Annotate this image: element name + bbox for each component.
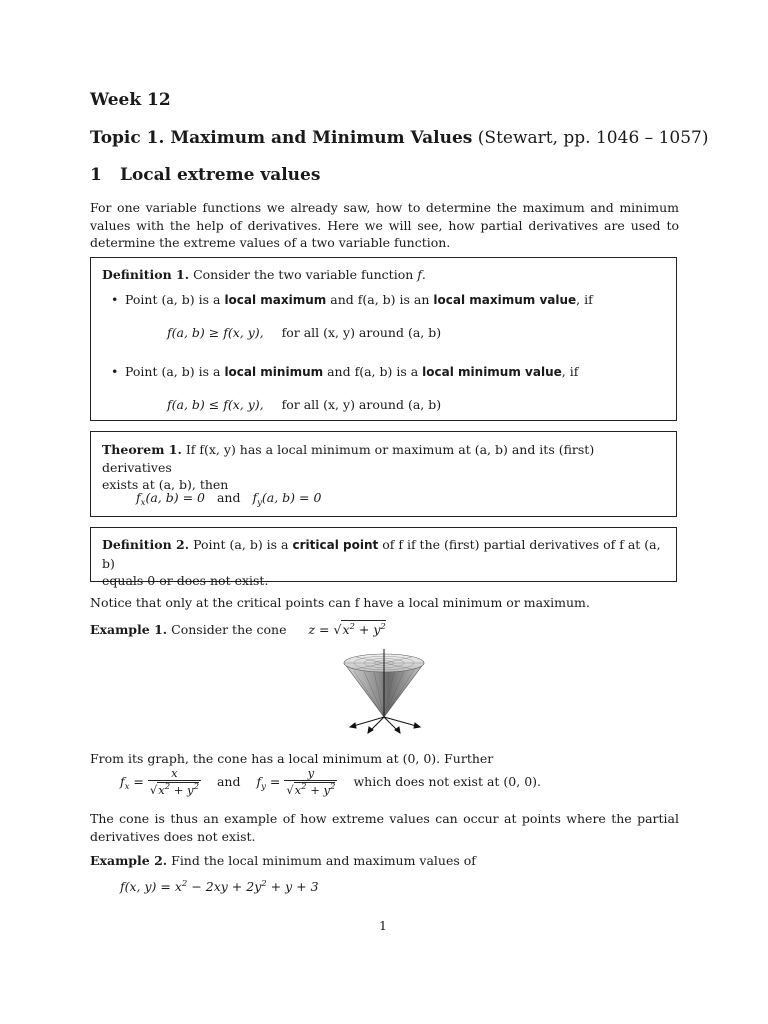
example-2-intro: Example 2. Find the local minimum and maximum values of [90,853,476,868]
local-maximum-term: local maximum [224,293,327,307]
topic-title: Topic 1. Maximum and Minimum Values [90,128,473,148]
page-number: 1 [379,918,387,933]
definition-1-func: f [417,267,422,282]
definition-2-box [90,527,677,588]
critical-point-term: critical point [292,538,379,552]
definition-2-label: Definition 2. [102,537,190,552]
week-heading: Week 12 [90,90,171,110]
definition-2-text: Definition 2. Point (a, b) is a critical point of f if the (first) partial derivatives of f at (a, b) equals 0 or does not exist. [102,537,661,588]
local-max-formula: f(a, b) ≥ f(x, y), for all (x, y) around (a, b) [167,325,442,340]
local-minimum-value-term: local minimum value [422,365,562,379]
example-1-intro: Example 1. Consider the cone $z = √x^2 + y^2$ [90,622,386,637]
theorem-1-box [90,431,677,517]
cone-graph-text: From its graph, the cone has a local minimum at (0, 0). Further [90,751,494,766]
fy-fraction: $\frac{y}{√x^2 + y^2}$ [286,766,336,797]
definition-1-text: Consider the two variable function [193,267,414,282]
definition-1-label: Definition 1. [102,267,190,282]
intro-paragraph: For one variable functions we already saw, how to determine the maximum and minimum values with the help of derivatives. Here we will see, how partial derivatives are used to determine the extreme values of a two variable function. [90,200,679,250]
theorem-1-equation: $f_x(a$, b) = 0 and $f_y(a$, b) = 0 [136,490,322,508]
local-min-formula: f(a, b) ≤ f(x, y), for all (x, y) around (a, b) [167,397,442,412]
fx-fraction: $\frac{x}{√x^2 + y^2}$ [149,766,199,797]
definition-1-bullet-min: • Point (a, b) is a local minimum and f(a, b) is a local minimum value, if [111,364,579,379]
cone-conclusion: The cone is thus an example of how extreme values can occur at points where the partial derivatives does not exist. [90,811,679,844]
cone-graph [340,645,430,735]
definition-1-box [90,257,677,421]
section-number: 1 [90,165,102,185]
example-2-label: Example 2. [90,853,168,868]
section-heading [90,165,320,185]
local-minimum-term: local minimum [224,365,324,379]
document-page [90,0,709,1024]
topic-heading [90,128,708,148]
local-maximum-value-term: local maximum value [433,293,577,307]
notice-paragraph: Notice that only at the critical points can f have a local minimum or maximum. [90,595,590,610]
partial-derivatives-line: $f_x$ = $\frac{x}{√x^2 + y^2}$ and $f_y$ = $\frac{y}{√x^2 + y^2}$ which does not exist at (0, 0). [120,766,541,797]
theorem-1-label: Theorem 1. [102,442,182,457]
example-2-function: f(x, $y) = x^2 - 2xy + 2y^2 + y + 3$ [120,879,319,894]
example-1-label: Example 1. [90,622,168,637]
topic-reference: (Stewart, pp. 1046 – 1057) [477,128,709,148]
theorem-1-text: Theorem 1. If f(x, y) has a local minimum or maximum at (a, b) and its (first) derivatives exists at (a, b), then [102,442,595,492]
definition-1-bullet-max: • Point (a, b) is a local maximum and f(a, b) is an local maximum value, if [111,292,593,307]
definition-1-intro: Definition 1. Consider the two variable function f. [102,267,426,282]
cone-equation: $z = √x^2 + y^2$ [308,622,386,637]
section-title: Local extreme values [120,165,321,185]
